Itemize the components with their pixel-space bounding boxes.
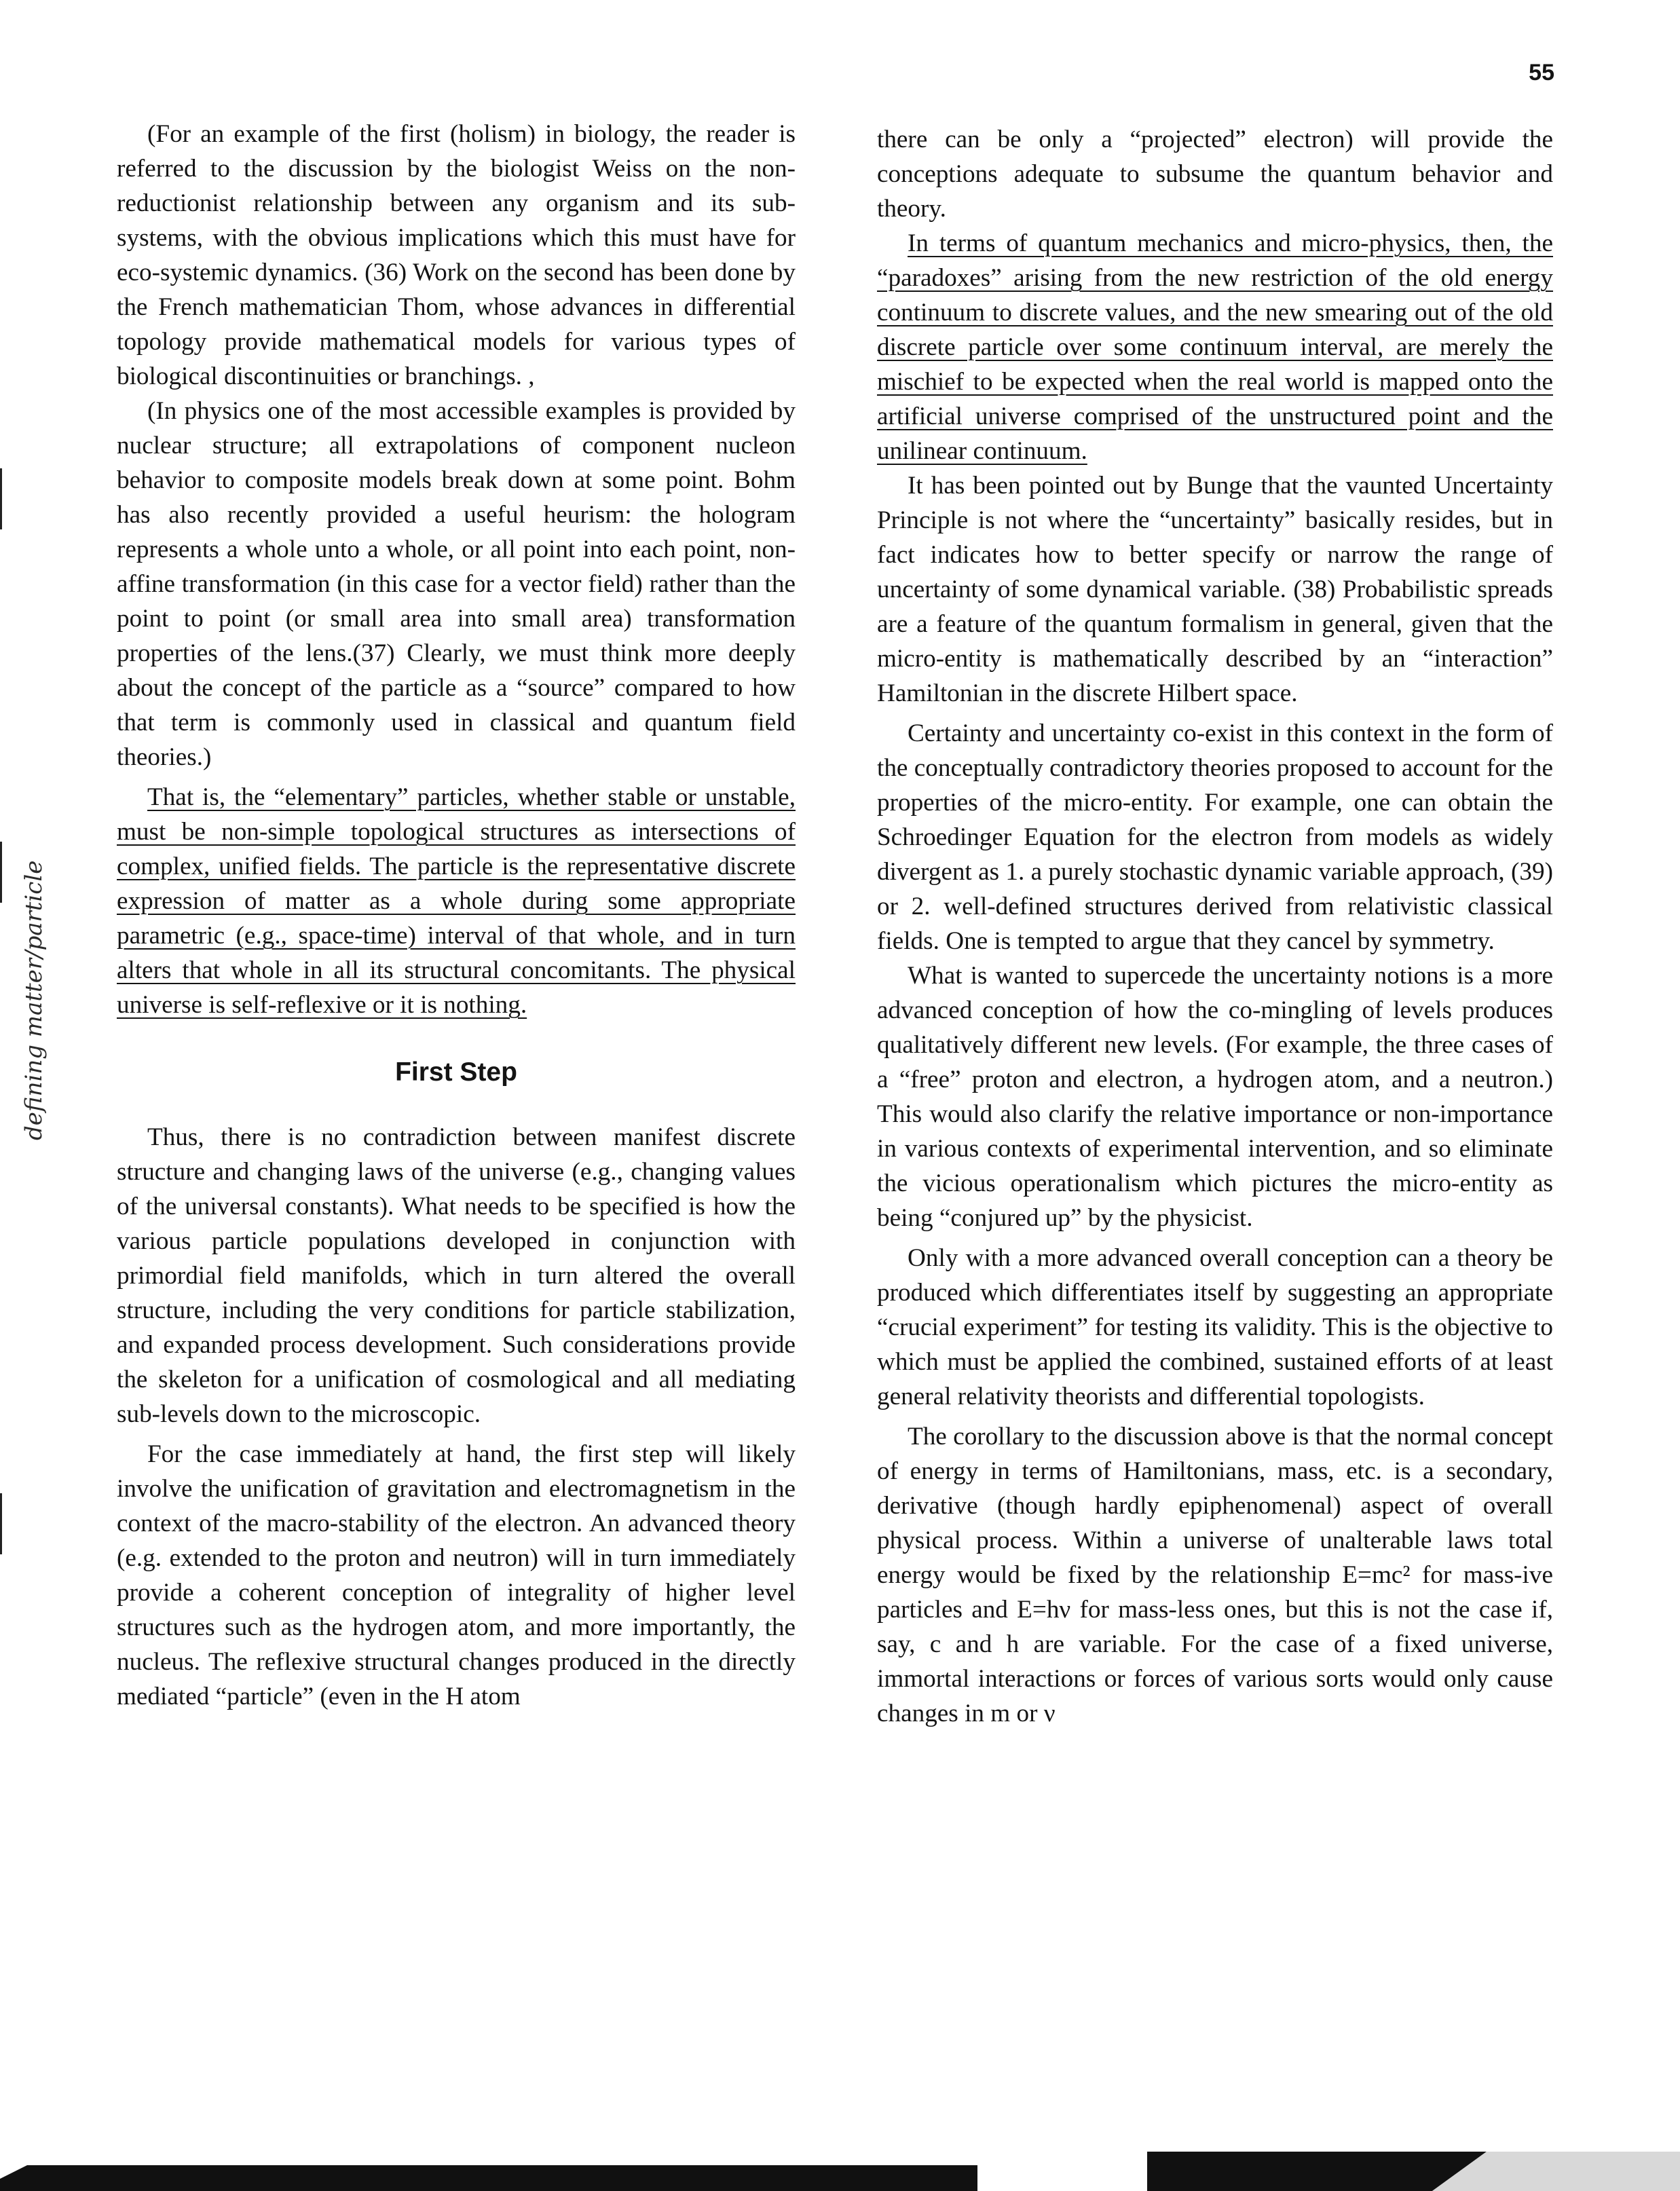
page-number: 55 xyxy=(1529,60,1554,86)
paragraph-no-contradiction: Thus, there is no contradiction between manifest discrete structure and changing laws of the universe (e.g., changing values of the universal constants). What needs to be specified is how the various particle populations developed in conjunction with primordial field manifolds, which in turn altered the overall structure, including the very conditions for particle stabilization, and expanded process development. Such considerations provide the skeleton for a unification of cosmological and all mediating sub-levels down to the microscopic. xyxy=(117,1123,796,1428)
paragraph-holism: (For an example of the first (holism) in biology, the reader is referred to the discussion by the biologist Weiss on the non-reductionist relationship between any organism and its sub-systems, with the obvious implications which this must have for eco-systemic dynamics. (36) Work on the second has been done by the French mathematician Thom, whose advances in differential topology provide mathematical models for various types of biological discontinuities or branchings. , xyxy=(117,120,796,390)
binding-mark xyxy=(0,1493,6,1554)
section-heading-first-step: First Step xyxy=(395,1057,517,1087)
paragraph-crucial-experiment: Only with a more advanced overall conception can a theory be produced which differentiates itself by suggesting an appropriate “crucial experiment” for testing its validity. This is the objective to which must be applied the combined, sustained efforts of at least general relativity theorists and differential topologists. xyxy=(877,1244,1553,1410)
binding-mark xyxy=(0,842,6,903)
paragraph-nuclear-structure: (In physics one of the most accessible examples is provided by nuclear structure; all extrapolations of component nucleon behavior to composite models break down at some point. Bohm has also recently provided a useful heurism: the hologram represents a whole unto a whole, or all point into each point, non-affine transformation (in this case for a vector field) rather than the point to point (or small area into small area) transformation properties of the lens.(37) Clearly, we must think more deeply about the concept of the particle as a “source” compared to how that term is commonly used in classical and quantum field theories.) xyxy=(117,397,796,771)
paragraph-advanced-conception: What is wanted to supercede the uncertainty notions is a more advanced conception of how the co-mingling of levels produces qualitatively different new levels. (For example, the three cases of a “free” proton and electron, a hydrogen atom, and a neutron.) This would also clarify the relative importance or non-importance in various contexts of experimental intervention, and so eliminate the vicious operationalism which pictures the micro-entity as being “conjured up” by the physicist. xyxy=(877,962,1553,1232)
paragraph-quantum-paradoxes: In terms of quantum mechanics and micro-physics, then, the “paradoxes” arising from the new restriction of the old energy continuum to discrete values, and the new smearing out of the old discrete particle over some continuum interval, are merely the mischief to be expected when the real world is mapped onto the artificial universe comprised of the unstructured point and the unilinear continuum. xyxy=(877,229,1553,465)
paragraph-first-step: For the case immediately at hand, the first step will likely involve the unification of gravitation and electromagnetism in the context of the macro-stability of the electron. An advanced theory (e.g. extended to the proton and neutron) will in turn immediately provide a coherent conception of integrality of higher level structures such as the hydrogen atom, and more importantly, the nucleus. The reflexive structural changes produced in the directly mediated “particle” (even in the H atom xyxy=(117,1440,796,1710)
scan-edge-dark-strip xyxy=(0,2138,1680,2191)
left-column xyxy=(117,117,796,1714)
right-column xyxy=(877,122,1553,1731)
paragraph-uncertainty-principle: It has been pointed out by Bunge that the vaunted Uncertainty Principle is not where the “uncertainty” basically resides, but in fact indicates how to better specify or narrow the range of uncertainty of some dynamical variable. (38) Probabilistic spreads are a feature of the quantum formalism in general, given that the micro-entity is mathematically described by an “interaction” Hamiltonian in the discrete Hilbert space. xyxy=(877,472,1553,707)
paragraph-projected-electron: there can be only a “projected” electron) will provide the conceptions adequate to subsume the quantum behavior and theory. xyxy=(877,126,1553,223)
handwritten-margin-note: defining matter/particle xyxy=(20,860,48,1140)
paragraph-corollary-energy: The corollary to the discussion above is that the normal concept of energy in terms of Hamiltonians, mass, etc. is a secondary, derivative (though hardly epiphenomenal) aspect of overall physical process. Within a universe of unalterable laws total energy would be fixed by the relationship E=mc² for mass-ive particles and E=hν for mass-less ones, but this is not the case if, say, c and h are variable. For the case of a fixed universe, immortal interactions or forces of various sorts would only cause changes in m or ν xyxy=(877,1423,1553,1727)
paragraph-elementary-particles: That is, the “elementary” particles, whether stable or unstable, must be non-simple topological structures as intersections of complex, unified fields. The particle is the representative discrete expression of matter as a whole during some appropriate parametric (e.g., space-time) interval of that whole, and in turn alters that whole in all its structural concomitants. The physical universe is self-reflexive or it is nothing. xyxy=(117,783,796,1019)
binding-mark xyxy=(0,468,6,529)
paragraph-certainty-uncertainty: Certainty and uncertainty co-exist in this context in the form of the conceptually contradictory theories proposed to account for the properties of the micro-entity. For example, one can obtain the Schroedinger Equation for the electron from models as widely divergent as 1. a purely stochastic dynamic variable approach, (39) or 2. well-defined structures derived from relativistic classical fields. One is tempted to argue that they cancel by symmetry. xyxy=(877,719,1553,955)
